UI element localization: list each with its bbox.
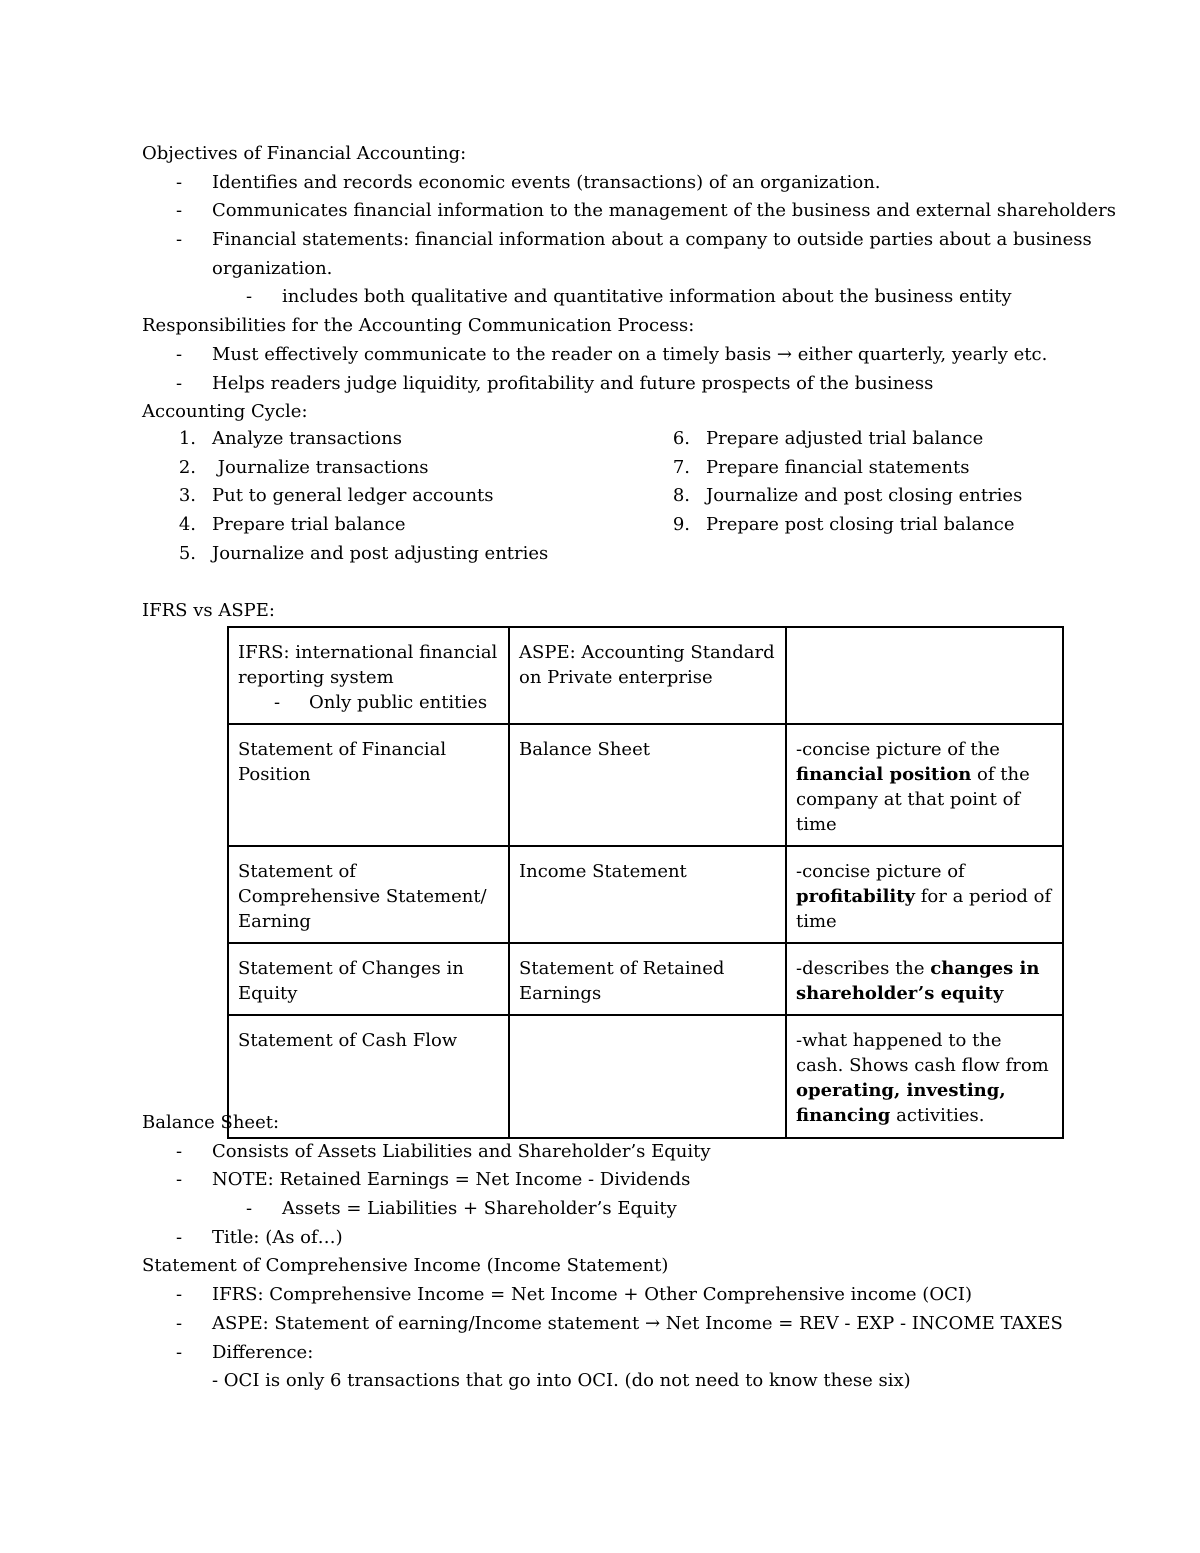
table-cell: Statement of Retained Earnings <box>509 943 786 1015</box>
table-row <box>228 627 1063 724</box>
list-item: - Consists of Assets Liabilities and Shareholder’s Equity <box>176 1140 711 1162</box>
table-cell <box>786 627 1063 724</box>
responsibilities-heading: Responsibilities for the Accounting Communication Process: <box>142 315 695 337</box>
ifrs-aspe-table <box>227 626 1064 1139</box>
list-item: - Financial statements: financial information about a company to outside parties about a business <box>176 229 1092 251</box>
table-cell: IFRS: international financial reporting system - Only public entities <box>228 627 509 724</box>
table-cell: Statement of Comprehensive Statement/ Earning <box>228 846 509 943</box>
sci-heading: Statement of Comprehensive Income (Income Statement) <box>142 1255 669 1277</box>
list-item: - Must effectively communicate to the reader on a timely basis → either quarterly, yearly etc. <box>176 343 1048 365</box>
list-item-continuation: organization. <box>212 257 333 279</box>
table-cell: ASPE: Accounting Standard on Private enterprise <box>509 627 786 724</box>
list-item: - ASPE: Statement of earning/Income statement → Net Income = REV - EXP - INCOME TAXES <box>176 1312 1063 1334</box>
ifrs-heading: IFRS vs ASPE: <box>142 600 275 621</box>
table-cell: Statement of Changes in Equity <box>228 943 509 1015</box>
list-item: - IFRS: Comprehensive Income = Net Income + Other Comprehensive income (OCI) <box>176 1284 972 1306</box>
list-item: - Title: (As of…) <box>176 1226 343 1248</box>
table-row <box>228 846 1063 943</box>
list-subitem: - includes both qualitative and quantitative information about the business entity <box>246 286 1012 308</box>
objectives-section <box>142 140 1116 427</box>
objectives-heading: Objectives of Financial Accounting: <box>142 143 467 164</box>
table-row <box>228 943 1063 1015</box>
balance-heading: Balance Sheet: <box>142 1112 280 1133</box>
document-page: Objectives of Financial Accounting: - Identifies and records economic events (transactions) of an organization. - Communicates financial information to the management of the business and external shareholders - Financial statements: financial information about a company to outside parties about a business organization. - includes both qualitative and quantitative information about the business entity Responsibilities for the Accounting Communication Process: - Must effectively communicate to the reader on a timely basis → either quarterly, yearly etc. - Helps readers judge liquidity, profitability and future prospects of the business Accounting Cycle: 1. Analyze transactions 2. Journalize transactions 3. Put to general ledger accounts 4. Prepare trial balance 5. Journalize and post adjusting entries 6. Prepare adjusted trial balance 7. Prepare financial statements 8. Journalize and post closing entries 9. Prepare post closing trial balance IFRS vs ASPE: IFRS: international financial reporting system - Only public entities ASPE: Accounting Standard on Private enterprise Statement of Financial Position Balance Sheet -concise picture of the financial position of the company at that point of time Statement of Comprehensive Statement/ Earning Income Statement -concise picture of profitability for a period of time Statement of Changes in Equity Statement of Retained Earnings -describes the changes in shareholder’s equity Statement of Cash Flow -what happened to the cash. Shows cash flow from operating, investing, financing activities. Balance Sheet: - Consists of Assets Liabilities and Shareholder’s Equity - NOTE: Retained Earnings = Net Income - Dividends - Assets = Liabilities + Shareholder’s Equity - Title: (As of…) Statement of Comprehensive Income (Income Statement) - IFRS: Comprehensive Income = Net Income + Other Comprehensive income (OCI) - ASPE: Statement of earning/Income statement → Net Income = REV - EXP - INCOME TAXES - Difference: - OCI is only 6 transactions that go into OCI. (do not need to know these six) <box>0 0 1200 1553</box>
table-cell: -concise picture of the financial position of the company at that point of time <box>786 724 1063 846</box>
table-cell: -describes the changes in shareholder’s equity <box>786 943 1063 1015</box>
cycle-heading: Accounting Cycle: <box>142 401 308 423</box>
balance-section <box>142 1109 1082 1396</box>
ifrs-heading-block <box>142 597 1082 626</box>
table-cell: Income Statement <box>509 846 786 943</box>
list-item: - Difference: <box>176 1341 314 1363</box>
table-cell: Statement of Cash Flow <box>228 1015 509 1138</box>
table-row <box>228 724 1063 846</box>
table-cell: -what happened to the cash. Shows cash flow from operating, investing, financing activities. <box>786 1015 1063 1138</box>
list-item: - NOTE: Retained Earnings = Net Income - Dividends <box>176 1169 691 1191</box>
list-item: - Communicates financial information to the management of the business and external shareholders <box>176 200 1116 222</box>
list-item: - Identifies and records economic events (transactions) of an organization. <box>176 171 881 193</box>
table-cell: -concise picture of profitability for a period of time <box>786 846 1063 943</box>
table-cell: Statement of Financial Position <box>228 724 509 846</box>
list-item: - Helps readers judge liquidity, profitability and future prospects of the business <box>176 372 934 394</box>
table-cell: Balance Sheet <box>509 724 786 846</box>
list-subitem: - Assets = Liabilities + Shareholder’s Equity <box>246 1198 677 1220</box>
list-item-note: - OCI is only 6 transactions that go into OCI. (do not need to know these six) <box>212 1370 911 1392</box>
